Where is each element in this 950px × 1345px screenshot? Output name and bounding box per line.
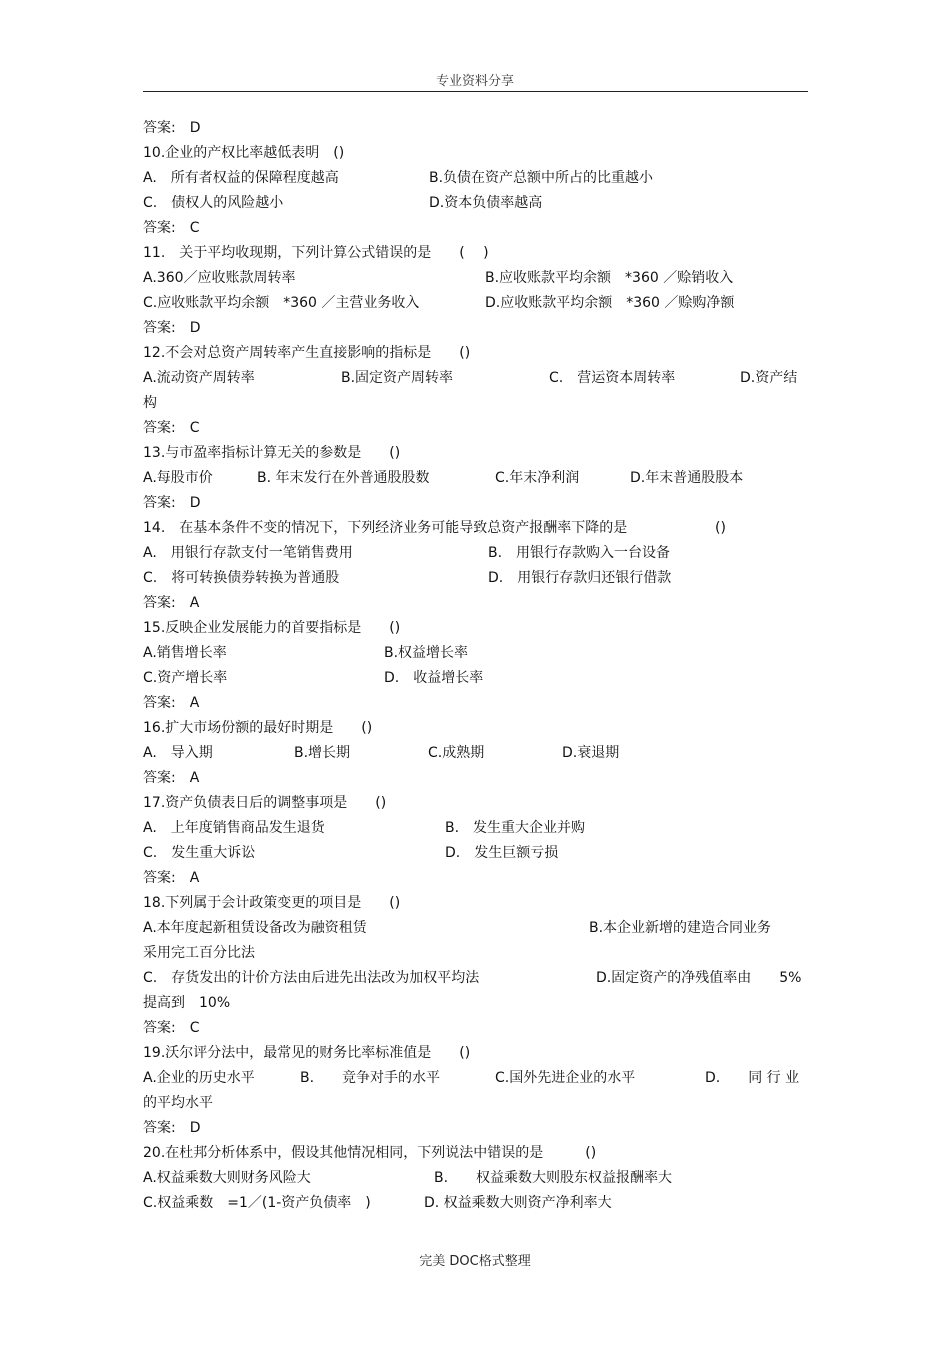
question-line (143, 718, 811, 743)
answer-text: 答案: A (143, 770, 200, 786)
question-line (143, 243, 811, 268)
option-d: D.年末普通股股本 (630, 470, 744, 486)
option-line (143, 268, 811, 293)
option-d: D. 发生巨额亏损 (445, 845, 559, 861)
question-list (143, 118, 811, 1218)
page-header: 专业资料分享 (435, 74, 514, 89)
option-a: A.每股市价 (143, 470, 213, 486)
answer-line (143, 1118, 811, 1143)
question-text: 20.在杜邦分析体系中，假设其他情况相同，下列说法中错误的是 () (143, 1145, 597, 1161)
answer-text: 答案: D (143, 495, 201, 511)
option-b: B.应收账款平均余额 *360 ／赊销收入 (485, 270, 734, 286)
option-b: B. 用银行存款购入一台设备 (488, 545, 671, 561)
question-line (143, 1043, 811, 1068)
option-b: B.本企业新增的建造合同业务 (589, 920, 772, 936)
answer-text: 答案: D (143, 120, 201, 136)
option-b: B.负债在资产总额中所占的比重越小 (429, 170, 654, 186)
option-d: D.固定资产的净残值率由 5% (596, 970, 802, 986)
option-a: A. 用银行存款支付一笔销售费用 (143, 545, 353, 561)
option-c: C. 营运资本周转率 (549, 370, 676, 386)
question-text: 14. 在基本条件不变的情况下，下列经济业务可能导致总资产报酬率下降的是 (143, 520, 628, 536)
option-a: A.销售增长率 (143, 645, 227, 661)
option-line (143, 468, 811, 493)
option-c: C. 将可转换债券转换为普通股 (143, 570, 340, 586)
answer-text: 答案: A (143, 695, 200, 711)
header-divider (143, 91, 808, 92)
option-continuation (143, 1093, 811, 1118)
option-b: B.增长期 (294, 745, 351, 761)
option-line (143, 968, 811, 993)
question-text: 10.企业的产权比率越低表明 () (143, 145, 345, 161)
answer-text: 答案: C (143, 420, 200, 436)
question-text: 18.下列属于会计政策变更的项目是 () (143, 895, 401, 911)
option-line (143, 1168, 811, 1193)
answer-text: 答案: C (143, 1020, 200, 1036)
page-footer: 完美 DOC格式整理 (419, 1254, 531, 1269)
option-a: A. 导入期 (143, 745, 213, 761)
question-paren: () (715, 520, 726, 536)
option-c: C.权益乘数 =1／(1-资产负债率 ) (143, 1195, 371, 1211)
answer-line (143, 493, 811, 518)
option-line (143, 918, 811, 943)
option-a: A.权益乘数大则财务风险大 (143, 1170, 311, 1186)
answer-text: 答案: A (143, 595, 200, 611)
option-line (143, 743, 811, 768)
question-text: 19.沃尔评分法中，最常见的财务比率标准值是 () (143, 1045, 471, 1061)
question-text: 15.反映企业发展能力的首要指标是 () (143, 620, 401, 636)
option-c: C. 存货发出的计价方法由后进先出法改为加权平均法 (143, 970, 480, 986)
option-a: A. 上年度销售商品发生退货 (143, 820, 325, 836)
option-d: D. 收益增长率 (384, 670, 484, 686)
option-d: D.资产结 (740, 370, 798, 386)
question-text: 11. 关于平均收现期，下列计算公式错误的是 ( ) (143, 245, 489, 261)
question-line (143, 343, 811, 368)
option-c: C.成熟期 (428, 745, 485, 761)
option-b: B.固定资产周转率 (341, 370, 454, 386)
option-line (143, 543, 811, 568)
option-line (143, 818, 811, 843)
option-c: C.年末净利润 (495, 470, 580, 486)
answer-line (143, 418, 811, 443)
option-d: D.衰退期 (562, 745, 620, 761)
option-a: A.360／应收账款周转率 (143, 270, 296, 286)
option-d: D. 用银行存款归还银行借款 (488, 570, 672, 586)
answer-line (143, 593, 811, 618)
question-line (143, 443, 811, 468)
answer-text: 答案: A (143, 870, 200, 886)
option-d: D.资本负债率越高 (429, 195, 543, 211)
option-c: C.应收账款平均余额 *360 ／主营业务收入 (143, 295, 420, 311)
question-text: 16.扩大市场份额的最好时期是 () (143, 720, 373, 736)
question-text: 17.资产负债表日后的调整事项是 () (143, 795, 387, 811)
answer-text: 答案: D (143, 1120, 201, 1136)
question-line (143, 893, 811, 918)
option-a: A.流动资产周转率 (143, 370, 255, 386)
answer-line (143, 318, 811, 343)
option-d: D. 权益乘数大则资产净利率大 (424, 1195, 612, 1211)
question-line (143, 793, 811, 818)
option-c: C.国外先进企业的水平 (495, 1070, 636, 1086)
answer-text: 答案: C (143, 220, 200, 236)
question-line (143, 143, 811, 168)
option-line (143, 1068, 811, 1093)
option-b: B. 权益乘数大则股东权益报酬率大 (434, 1170, 673, 1186)
question-text: 13.与市盈率指标计算无关的参数是 () (143, 445, 401, 461)
option-line (143, 668, 811, 693)
option-d-continued: 构 (143, 395, 157, 411)
option-d: D. 同 行 业 (705, 1070, 800, 1086)
option-a: A.本年度起新租赁设备改为融资租赁 (143, 920, 367, 936)
question-line (143, 1143, 811, 1168)
option-b: B. 年末发行在外普通股股数 (257, 470, 430, 486)
answer-line (143, 693, 811, 718)
option-line (143, 643, 811, 668)
answer-text: 答案: D (143, 320, 201, 336)
option-line (143, 193, 811, 218)
question-line (143, 618, 811, 643)
option-c: C. 发生重大诉讼 (143, 845, 256, 861)
option-d-continued: 的平均水平 (143, 1095, 213, 1111)
answer-line (143, 218, 811, 243)
option-a: A.企业的历史水平 (143, 1070, 255, 1086)
option-d: D.应收账款平均余额 *360 ／赊购净额 (485, 295, 735, 311)
option-continuation (143, 993, 811, 1018)
option-b: B.权益增长率 (384, 645, 469, 661)
option-line (143, 293, 811, 318)
option-continuation (143, 393, 811, 418)
option-c: C.资产增长率 (143, 670, 228, 686)
option-line (143, 568, 811, 593)
option-line (143, 1193, 811, 1218)
question-line (143, 518, 811, 543)
option-a: A. 所有者权益的保障程度越高 (143, 170, 339, 186)
option-b: B. 发生重大企业并购 (445, 820, 586, 836)
answer-line (143, 1018, 811, 1043)
answer-line (143, 768, 811, 793)
option-b-continued: 采用完工百分比法 (143, 945, 255, 961)
option-continuation (143, 943, 811, 968)
answer-line (143, 868, 811, 893)
option-line (143, 168, 811, 193)
option-line (143, 368, 811, 393)
option-d-continued: 提高到 10% (143, 995, 231, 1011)
question-text: 12.不会对总资产周转率产生直接影响的指标是 () (143, 345, 471, 361)
option-line (143, 843, 811, 868)
option-b: B. 竞争对手的水平 (300, 1070, 441, 1086)
answer-line (143, 118, 811, 143)
option-c: C. 债权人的风险越小 (143, 195, 284, 211)
